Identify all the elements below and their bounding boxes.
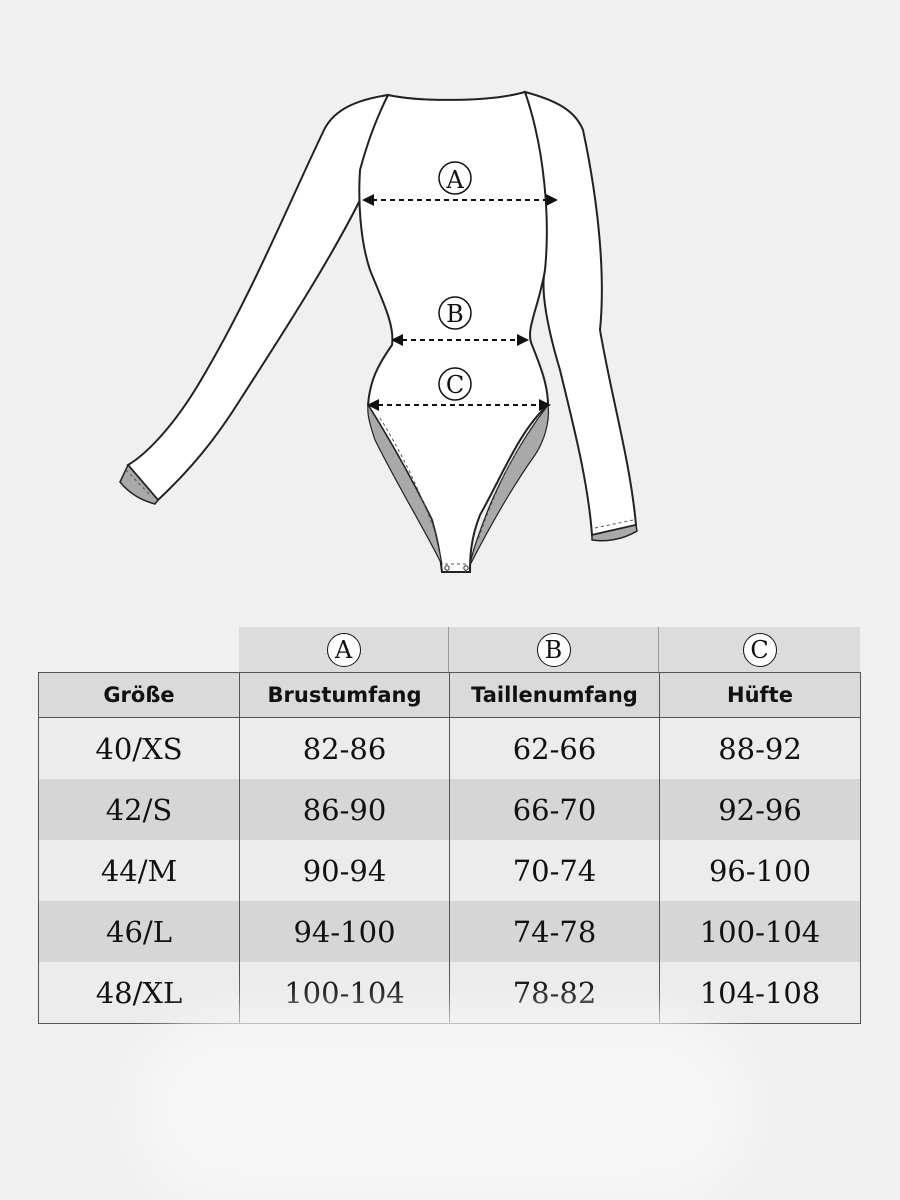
marker-a-circle: A [327, 633, 361, 667]
chest-cell: 82-86 [240, 718, 450, 780]
waist-cell: 70-74 [450, 840, 660, 901]
divider [658, 627, 659, 672]
column-marker-b [449, 627, 658, 672]
waist-cell: 66-70 [450, 779, 660, 840]
size-cell: 44/M [39, 840, 240, 901]
table-row [39, 718, 861, 780]
chest-cell: 86-90 [240, 779, 450, 840]
chest-cell: 94-100 [240, 901, 450, 962]
table-row [39, 779, 861, 840]
svg-text:A: A [446, 166, 464, 194]
hip-cell: 104-108 [660, 962, 861, 1024]
header-hip: Hüfte [660, 673, 861, 718]
marker-a-diagram [439, 162, 471, 194]
waist-cell: 74-78 [450, 901, 660, 962]
header-chest: Brustumfang [240, 673, 450, 718]
header-size: Größe [39, 673, 240, 718]
column-marker-c [659, 627, 860, 672]
hip-cell: 100-104 [660, 901, 861, 962]
divider [448, 627, 449, 672]
svg-text:B: B [446, 300, 464, 328]
size-cell: 46/L [39, 901, 240, 962]
table-row [39, 901, 861, 962]
background-glow [165, 1045, 720, 1175]
marker-c-circle: C [743, 633, 777, 667]
marker-b-diagram [439, 297, 471, 329]
marker-c-diagram [439, 368, 471, 400]
hip-cell: 96-100 [660, 840, 861, 901]
size-cell: 40/XS [39, 718, 240, 780]
size-cell: 42/S [39, 779, 240, 840]
table-row [39, 840, 861, 901]
left-sleeve [128, 95, 388, 500]
hip-cell: 92-96 [660, 779, 861, 840]
column-marker-a [239, 627, 448, 672]
waist-cell: 78-82 [450, 962, 660, 1024]
table-row [39, 962, 861, 1024]
hip-cell: 88-92 [660, 718, 861, 780]
table-header-row [39, 673, 861, 718]
chest-cell: 90-94 [240, 840, 450, 901]
size-chart-table [38, 672, 861, 1024]
marker-b-circle: B [537, 633, 571, 667]
chest-cell: 100-104 [240, 962, 450, 1024]
header-waist: Taillenumfang [450, 673, 660, 718]
waist-cell: 62-66 [450, 718, 660, 780]
svg-text:C: C [445, 371, 465, 399]
size-cell: 48/XL [39, 962, 240, 1024]
